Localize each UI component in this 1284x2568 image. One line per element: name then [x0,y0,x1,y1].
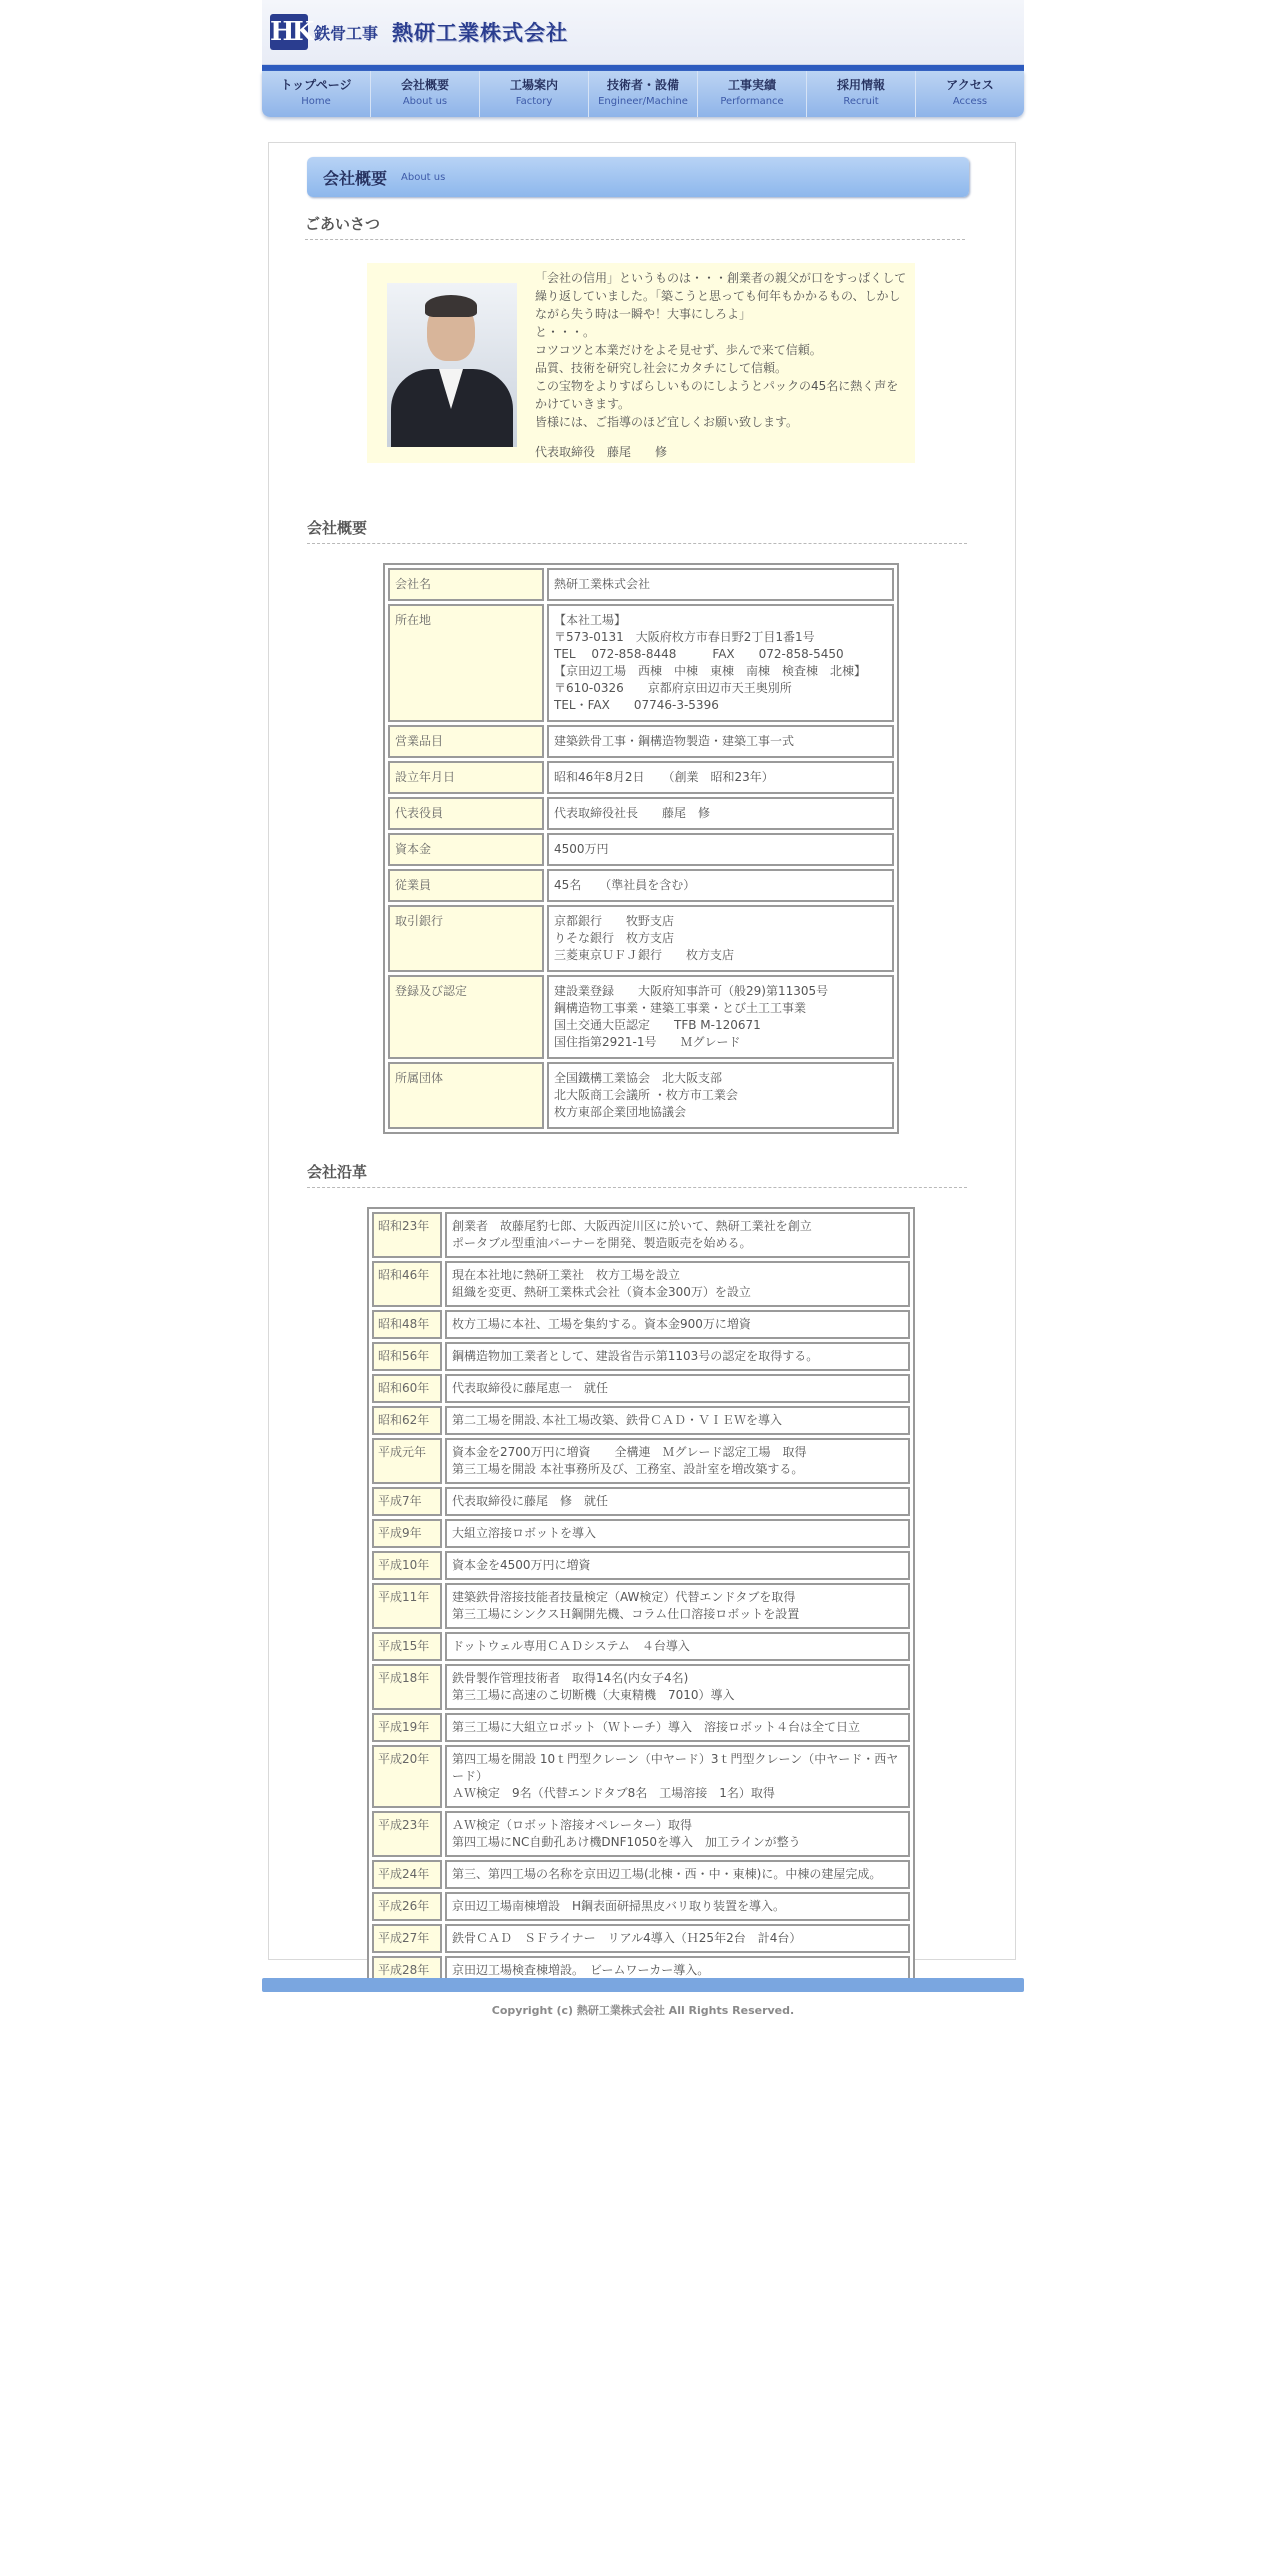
nav-item-recruit[interactable] [807,71,916,117]
history-heading: 会社沿革 [307,1161,967,1188]
logo-subtitle: 鉄骨工事 [314,23,379,43]
nav-label-jp: トップページ [280,78,352,92]
table-row [388,761,894,794]
row-key: 所在地 [388,604,544,722]
row-value: 【本社工場】 〒573-0131 大阪府枚方市春日野2丁目1番1号 TEL 072-858-8448 FAX 072-858-5450 【京田辺工場 西棟 中棟 東棟 南棟 検査棟 北棟】 〒610-0326 京都府京田辺市天王奥別所 TEL・FAX 07746-3-5396 [547,604,894,722]
nav-item-factory[interactable] [480,71,589,117]
row-key: 昭和46年 [372,1261,442,1307]
table-row [388,725,894,758]
table-row [388,568,894,601]
row-value: 京田辺工場検査棟増設。 ビームワーカー導入。 [445,1956,910,1985]
table-row [372,1664,910,1710]
history-table [367,1207,915,1990]
main-nav [262,71,1024,117]
row-key: 平成10年 [372,1551,442,1580]
table-row [388,905,894,972]
nav-item-home[interactable] [262,71,371,117]
row-key: 平成9年 [372,1519,442,1548]
row-key: 平成28年 [372,1956,442,1985]
row-key: 平成20年 [372,1745,442,1808]
row-key: 平成19年 [372,1713,442,1742]
company-name: 熱研工業株式会社 [392,21,569,45]
table-row [372,1519,910,1548]
section-subtitle: About us [401,171,446,183]
row-key: 資本金 [388,833,544,866]
nav-label-en: About us [402,96,448,107]
row-key: 設立年月日 [388,761,544,794]
table-row [372,1374,910,1403]
nav-label-en: Home [301,96,331,107]
row-key: 平成26年 [372,1892,442,1921]
table-row [372,1261,910,1307]
row-value: 建設業登録 大阪府知事許可（般29)第11305号 鋼構造物工事業・建築工事業・とび土工工事業 国土交通大臣認定 TFB M-120671 国住指第2921-1号 Ｍグレード [547,975,894,1059]
row-value: 建築鉄骨溶接技能者技量検定（AW検定）代替エンドタブを取得 第三工場にシンクスＨ鋼開先機、コラム仕口溶接ロボットを設置 [445,1583,910,1629]
row-key: 平成11年 [372,1583,442,1629]
row-value: 京田辺工場南棟増設 H鋼表面研掃黒皮バリ取り装置を導入。 [445,1892,910,1921]
row-key: 平成24年 [372,1860,442,1889]
row-key: 登録及び認定 [388,975,544,1059]
greeting-heading: ごあいさつ [305,213,965,240]
nav-label-jp: 会社概要 [400,78,449,92]
table-row [388,604,894,722]
row-key: 平成7年 [372,1487,442,1516]
row-key: 平成元年 [372,1438,442,1484]
row-value: 代表取締役社長 藤尾 修 [547,797,894,830]
nav-label-en: Recruit [843,96,879,107]
nav-label-jp: 工事実績 [727,78,776,92]
row-value: 4500万円 [547,833,894,866]
site-header [262,0,1024,65]
row-value: 第二工場を開設､本社工場改築、鉄骨ＣＡＤ・ＶＩＥＷを導入 [445,1406,910,1435]
table-row [372,1892,910,1921]
table-row [372,1406,910,1435]
table-row [372,1310,910,1339]
nav-label-en: Factory [515,96,553,107]
row-value: 現在本社地に熱研工業社 枚方工場を設立 組織を変更、熱研工業株式会社（資本金300万）を設立 [445,1261,910,1307]
row-value: 鋼構造物加工業者として、建設省告示第1103号の認定を取得する。 [445,1342,910,1371]
greeting-signature: 代表取締役 藤尾 修 [535,445,668,459]
row-value: 全国鐵構工業協会 北大阪支部 北大阪商工会議所 ・枚方市工業会 枚方東部企業団地協議会 [547,1062,894,1129]
table-row [372,1583,910,1629]
table-row [372,1713,910,1742]
nav-label-en: Access [952,96,988,107]
president-photo [387,283,517,447]
nav-label-jp: アクセス [946,78,994,92]
page-wrapper [262,0,1024,2017]
table-row [388,869,894,902]
row-key: 従業員 [388,869,544,902]
row-value: 大組立溶接ロボットを導入 [445,1519,910,1548]
row-key: 営業品目 [388,725,544,758]
table-row [372,1860,910,1889]
row-value: 建築鉄骨工事・鋼構造物製造・建築工事一式 [547,725,894,758]
copyright: Copyright (c) 熱研工業株式会社 All Rights Reserved. [491,2004,795,2017]
footer-bar [262,1978,1024,1992]
row-value: 鉄骨製作管理技術者 取得14名(内女子4名) 第三工場に高速のこ切断機（大東精機 7010）導入 [445,1664,910,1710]
section-title: 会社概要 [323,168,388,188]
row-value: 第三工場に大組立ロボット（Ｗトーチ）導入 溶接ロボット４台は全て日立 [445,1713,910,1742]
row-key: 昭和48年 [372,1310,442,1339]
table-row [372,1924,910,1953]
content-frame [268,142,1016,1977]
photo-hair [425,295,477,317]
nav-item-engineer-machine[interactable] [589,71,698,117]
table-row [388,1062,894,1129]
greeting-text: 「会社の信用」というものは・・・創業者の親父が口をすっぱくして繰り返していました。「築こうと思っても何年もかかるもの、しかしながら失う時は一瞬や！大事にしろよ」 と・・・。 コツコツと本業だけをよそ見せず、歩んで来て信頼。 品質、技術を研究し社会にカタチにして信頼。 この宝物をよりすばらしいものにしようとパックの45名に熱く声をかけていきます。 皆様には、ご指導のほど宜しくお願い致します。 [535,271,907,429]
row-value: 資本金を4500万円に増資 [445,1551,910,1580]
row-key: 平成23年 [372,1811,442,1857]
row-key: 代表役員 [388,797,544,830]
row-value: ＡＷ検定（ロボット溶接オペレーター）取得 第四工場にNC自動孔あけ機DNF1050を導入 加工ラインが整う [445,1811,910,1857]
table-row [372,1811,910,1857]
overview-table [383,563,899,1134]
nav-item-performance[interactable] [698,71,807,117]
nav-item-about-us[interactable] [371,71,480,117]
nav-label-en: Performance [720,96,784,107]
overview-heading: 会社概要 [307,517,967,544]
row-value: 第四工場を開設 10ｔ門型クレーン（中ヤード）3ｔ門型クレーン（中ヤード・西ヤード） ＡＷ検定 9名（代替エンドタブ8名 工場溶接 1名）取得 [445,1745,910,1808]
greeting-box [367,263,915,463]
logo-mark-icon: HK [270,14,308,50]
row-value: 昭和46年8月2日 （創業 昭和23年） [547,761,894,794]
table-row [372,1487,910,1516]
nav-label-jp: 技術者・設備 [606,78,679,92]
row-value: ドットウェル専用ＣＡＤシステム ４台導入 [445,1632,910,1661]
row-value: 鉄骨ＣＡＤ ＳＦライナー リアル4導入（Ｈ25年2台 計4台） [445,1924,910,1953]
row-key: 会社名 [388,568,544,601]
row-key: 取引銀行 [388,905,544,972]
table-row [372,1212,910,1258]
nav-label-jp: 工場案内 [509,78,558,92]
table-row [372,1551,910,1580]
row-key: 平成18年 [372,1664,442,1710]
row-value: 代表取締役に藤尾恵一 就任 [445,1374,910,1403]
table-row [372,1438,910,1484]
row-key: 平成27年 [372,1924,442,1953]
section-banner [307,157,969,197]
row-value: 資本金を2700万円に増資 全構連 Ｍグレード認定工場 取得 第三工場を開設 本社事務所及び、工務室、設計室を増改築する。 [445,1438,910,1484]
company-logo[interactable] [270,14,568,50]
row-key: 所属団体 [388,1062,544,1129]
row-key: 平成15年 [372,1632,442,1661]
row-key: 昭和60年 [372,1374,442,1403]
row-key: 昭和23年 [372,1212,442,1258]
nav-label-jp: 採用情報 [836,78,885,92]
nav-label-en: Engineer/Machine [598,96,688,107]
row-value: 熱研工業株式会社 [547,568,894,601]
row-key: 昭和62年 [372,1406,442,1435]
row-value: 45名 （準社員を含む） [547,869,894,902]
table-row [372,1342,910,1371]
table-row [372,1632,910,1661]
row-value: 京都銀行 牧野支店 りそな銀行 枚方支店 三菱東京ＵＦＪ銀行 枚方支店 [547,905,894,972]
table-row [388,833,894,866]
row-key: 昭和56年 [372,1342,442,1371]
row-value: 創業者 故藤尾豹七郎、大阪西淀川区に於いて、熱研工業社を創立 ポータブル型重油バーナーを開発、製造販売を始める。 [445,1212,910,1258]
nav-item-access[interactable] [916,71,1024,117]
row-value: 枚方工場に本社、工場を集約する。資本金900万に増資 [445,1310,910,1339]
table-row [372,1745,910,1808]
row-value: 代表取締役に藤尾 修 就任 [445,1487,910,1516]
row-value: 第三、第四工場の名称を京田辺工場(北棟・西・中・東棟)に。中棟の建屋完成。 [445,1860,910,1889]
table-row [388,797,894,830]
table-row [388,975,894,1059]
